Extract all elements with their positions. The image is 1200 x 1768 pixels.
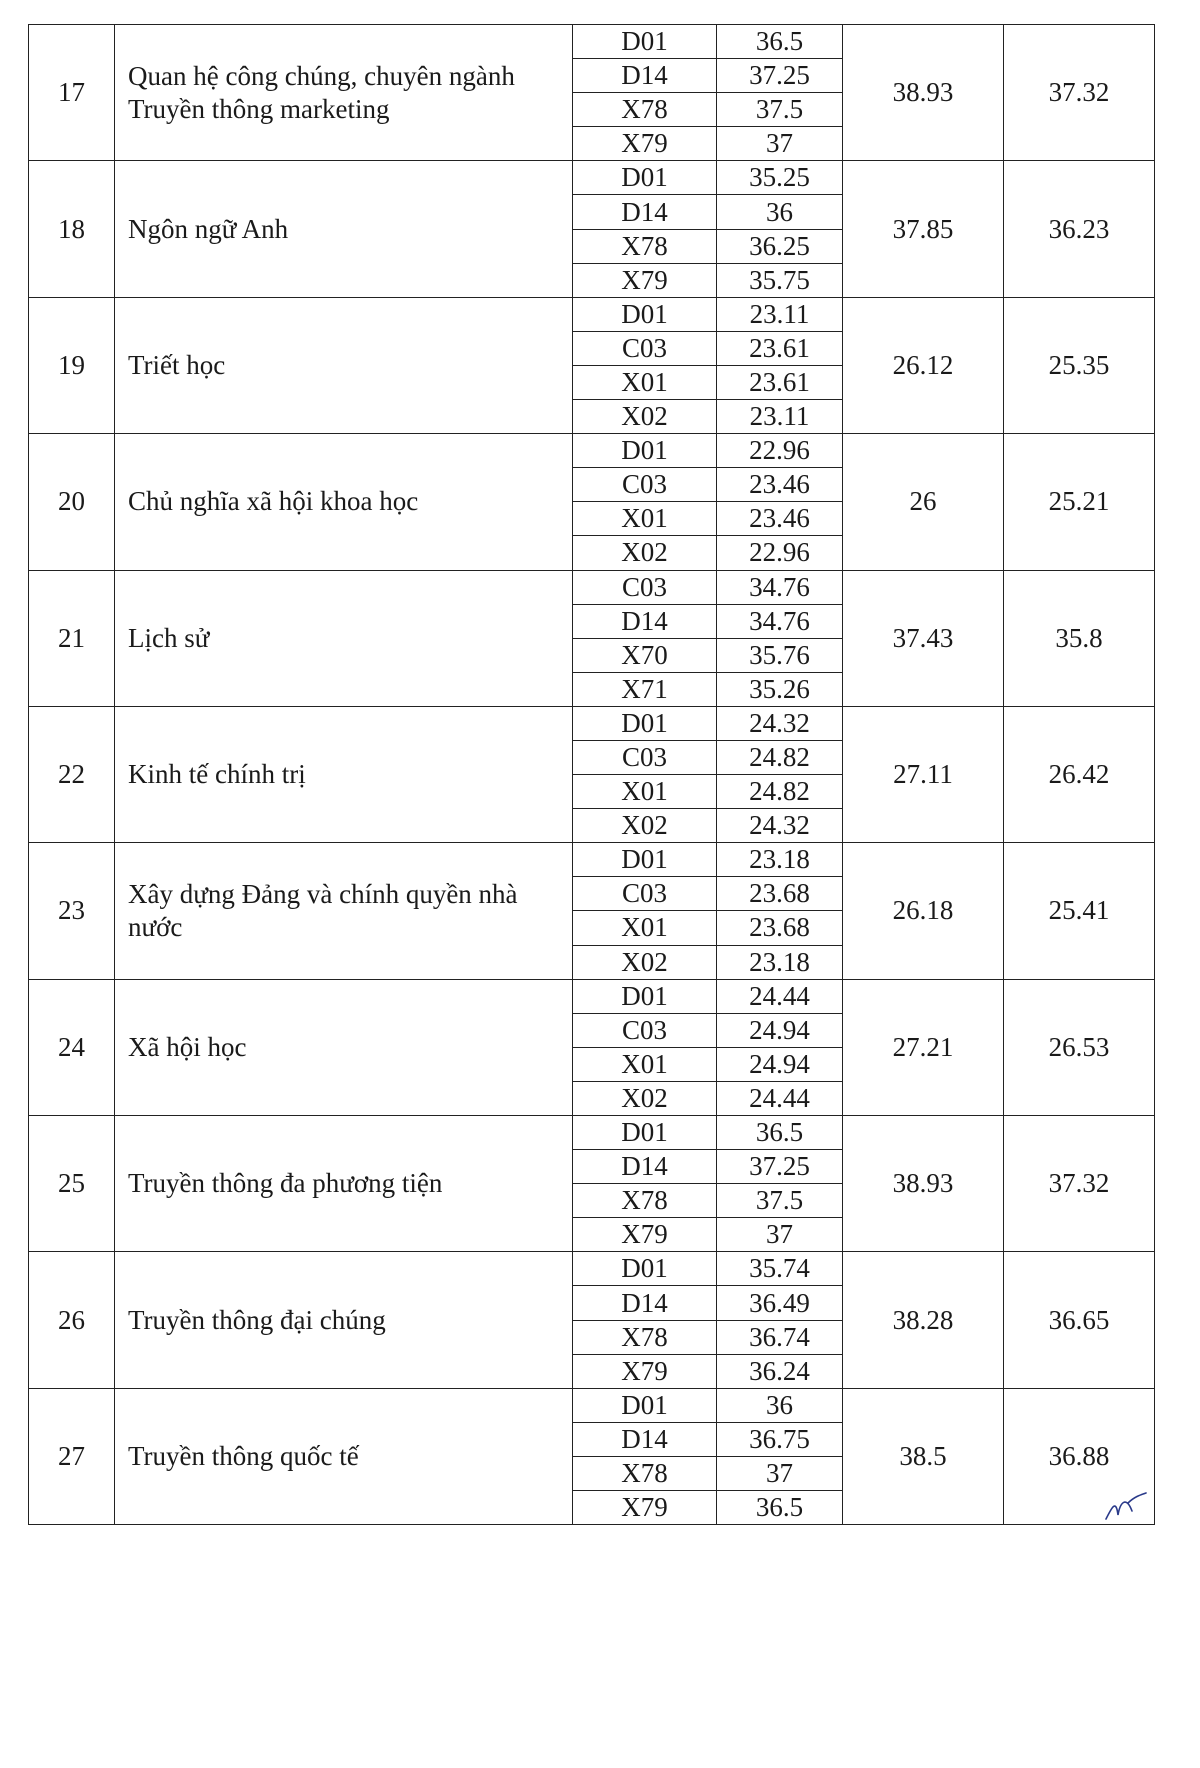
combination-code: X79 xyxy=(573,1218,717,1252)
combination-code: D01 xyxy=(573,1252,717,1286)
threshold-score-2: 36.65 xyxy=(1004,1252,1155,1388)
major-name: Truyền thông đa phương tiện xyxy=(115,1116,573,1252)
combination-score: 35.25 xyxy=(717,161,843,195)
threshold-score-1: 26 xyxy=(843,434,1004,570)
combination-score: 37.25 xyxy=(717,59,843,93)
combination-code: D01 xyxy=(573,25,717,59)
combination-code: X01 xyxy=(573,1047,717,1081)
combination-score: 23.11 xyxy=(717,297,843,331)
table-row xyxy=(29,297,1155,331)
combination-code: X02 xyxy=(573,536,717,570)
threshold-score-2: 25.21 xyxy=(1004,434,1155,570)
threshold-score-2: 25.41 xyxy=(1004,843,1155,979)
combination-score: 23.68 xyxy=(717,877,843,911)
combination-code: X02 xyxy=(573,945,717,979)
table-row xyxy=(29,434,1155,468)
major-name: Quan hệ công chúng, chuyên ngành Truyền thông marketing xyxy=(115,25,573,161)
combination-code: D14 xyxy=(573,1422,717,1456)
combination-score: 24.94 xyxy=(717,1013,843,1047)
combination-score: 36.74 xyxy=(717,1320,843,1354)
combination-code: D01 xyxy=(573,297,717,331)
major-name: Kinh tế chính trị xyxy=(115,706,573,842)
threshold-score-1: 26.12 xyxy=(843,297,1004,433)
row-number: 17 xyxy=(29,25,115,161)
combination-score: 37.5 xyxy=(717,93,843,127)
table-row xyxy=(29,1252,1155,1286)
combination-code: D01 xyxy=(573,843,717,877)
major-name: Triết học xyxy=(115,297,573,433)
combination-score: 24.44 xyxy=(717,1081,843,1115)
combination-score: 37 xyxy=(717,1456,843,1490)
combination-code: X71 xyxy=(573,672,717,706)
major-name: Xã hội học xyxy=(115,979,573,1115)
row-number: 22 xyxy=(29,706,115,842)
combination-score: 23.68 xyxy=(717,911,843,945)
threshold-score-2: 37.32 xyxy=(1004,25,1155,161)
table-row xyxy=(29,161,1155,195)
combination-code: C03 xyxy=(573,877,717,911)
table-row xyxy=(29,979,1155,1013)
threshold-score-2: 35.8 xyxy=(1004,570,1155,706)
combination-score: 23.61 xyxy=(717,365,843,399)
row-number: 23 xyxy=(29,843,115,979)
combination-code: X78 xyxy=(573,1184,717,1218)
row-number: 25 xyxy=(29,1116,115,1252)
combination-code: D14 xyxy=(573,1150,717,1184)
major-name: Truyền thông quốc tế xyxy=(115,1388,573,1524)
combination-score: 36.49 xyxy=(717,1286,843,1320)
row-number: 19 xyxy=(29,297,115,433)
combination-code: C03 xyxy=(573,740,717,774)
major-name: Lịch sử xyxy=(115,570,573,706)
combination-code: X79 xyxy=(573,127,717,161)
combination-code: X79 xyxy=(573,1354,717,1388)
table-row xyxy=(29,570,1155,604)
signature-mark-icon xyxy=(1102,1489,1148,1523)
threshold-score-1: 27.11 xyxy=(843,706,1004,842)
row-number: 18 xyxy=(29,161,115,297)
combination-code: D01 xyxy=(573,434,717,468)
combination-score: 37 xyxy=(717,127,843,161)
combination-code: X02 xyxy=(573,400,717,434)
threshold-score-1: 26.18 xyxy=(843,843,1004,979)
combination-code: D01 xyxy=(573,979,717,1013)
combination-score: 24.44 xyxy=(717,979,843,1013)
row-number: 20 xyxy=(29,434,115,570)
combination-score: 22.96 xyxy=(717,434,843,468)
threshold-score-2: 36.88 xyxy=(1004,1388,1155,1524)
combination-score: 24.32 xyxy=(717,706,843,740)
threshold-score-2: 36.23 xyxy=(1004,161,1155,297)
combination-score: 24.94 xyxy=(717,1047,843,1081)
combination-code: D01 xyxy=(573,161,717,195)
document-page xyxy=(28,24,1154,1525)
threshold-score-2: 26.53 xyxy=(1004,979,1155,1115)
combination-code: X70 xyxy=(573,638,717,672)
combination-code: X79 xyxy=(573,263,717,297)
combination-score: 36.24 xyxy=(717,1354,843,1388)
combination-score: 36 xyxy=(717,195,843,229)
combination-score: 36.5 xyxy=(717,25,843,59)
major-name: Ngôn ngữ Anh xyxy=(115,161,573,297)
combination-score: 36.5 xyxy=(717,1491,843,1525)
table-row xyxy=(29,1116,1155,1150)
combination-code: X78 xyxy=(573,1456,717,1490)
combination-score: 37 xyxy=(717,1218,843,1252)
combination-score: 37.5 xyxy=(717,1184,843,1218)
major-name: Chủ nghĩa xã hội khoa học xyxy=(115,434,573,570)
combination-score: 24.82 xyxy=(717,775,843,809)
combination-code: X01 xyxy=(573,775,717,809)
combination-code: C03 xyxy=(573,1013,717,1047)
combination-score: 36 xyxy=(717,1388,843,1422)
combination-score: 23.61 xyxy=(717,331,843,365)
threshold-score-2: 37.32 xyxy=(1004,1116,1155,1252)
combination-code: X01 xyxy=(573,365,717,399)
combination-score: 24.32 xyxy=(717,809,843,843)
combination-code: X79 xyxy=(573,1491,717,1525)
combination-code: X78 xyxy=(573,93,717,127)
combination-code: X01 xyxy=(573,911,717,945)
combination-score: 34.76 xyxy=(717,570,843,604)
threshold-score-1: 38.93 xyxy=(843,25,1004,161)
combination-code: C03 xyxy=(573,331,717,365)
combination-code: X02 xyxy=(573,809,717,843)
combination-score: 22.96 xyxy=(717,536,843,570)
combination-score: 34.76 xyxy=(717,604,843,638)
combination-code: X78 xyxy=(573,229,717,263)
combination-score: 36.75 xyxy=(717,1422,843,1456)
combination-code: D01 xyxy=(573,706,717,740)
threshold-score-2: 26.42 xyxy=(1004,706,1155,842)
threshold-score-2: 25.35 xyxy=(1004,297,1155,433)
threshold-score-1: 27.21 xyxy=(843,979,1004,1115)
combination-code: D01 xyxy=(573,1116,717,1150)
combination-score: 23.11 xyxy=(717,400,843,434)
combination-code: D14 xyxy=(573,195,717,229)
table-row xyxy=(29,25,1155,59)
combination-score: 36.25 xyxy=(717,229,843,263)
combination-score: 35.76 xyxy=(717,638,843,672)
row-number: 27 xyxy=(29,1388,115,1524)
admission-score-table xyxy=(28,24,1155,1525)
combination-score: 23.46 xyxy=(717,468,843,502)
combination-code: D14 xyxy=(573,1286,717,1320)
row-number: 21 xyxy=(29,570,115,706)
combination-score: 24.82 xyxy=(717,740,843,774)
combination-score: 36.5 xyxy=(717,1116,843,1150)
combination-score: 35.74 xyxy=(717,1252,843,1286)
threshold-score-1: 38.5 xyxy=(843,1388,1004,1524)
combination-score: 35.26 xyxy=(717,672,843,706)
combination-score: 37.25 xyxy=(717,1150,843,1184)
major-name: Xây dựng Đảng và chính quyền nhà nước xyxy=(115,843,573,979)
combination-code: X78 xyxy=(573,1320,717,1354)
combination-code: D14 xyxy=(573,59,717,93)
table-row xyxy=(29,1388,1155,1422)
combination-code: X02 xyxy=(573,1081,717,1115)
combination-score: 23.46 xyxy=(717,502,843,536)
table-row xyxy=(29,706,1155,740)
major-name: Truyền thông đại chúng xyxy=(115,1252,573,1388)
combination-code: X01 xyxy=(573,502,717,536)
threshold-score-1: 38.28 xyxy=(843,1252,1004,1388)
combination-code: C03 xyxy=(573,570,717,604)
combination-code: C03 xyxy=(573,468,717,502)
combination-score: 35.75 xyxy=(717,263,843,297)
combination-code: D01 xyxy=(573,1388,717,1422)
combination-score: 23.18 xyxy=(717,843,843,877)
threshold-score-1: 38.93 xyxy=(843,1116,1004,1252)
row-number: 24 xyxy=(29,979,115,1115)
combination-score: 23.18 xyxy=(717,945,843,979)
row-number: 26 xyxy=(29,1252,115,1388)
table-body xyxy=(29,25,1155,1525)
table-row xyxy=(29,843,1155,877)
threshold-score-1: 37.85 xyxy=(843,161,1004,297)
threshold-score-1: 37.43 xyxy=(843,570,1004,706)
combination-code: D14 xyxy=(573,604,717,638)
